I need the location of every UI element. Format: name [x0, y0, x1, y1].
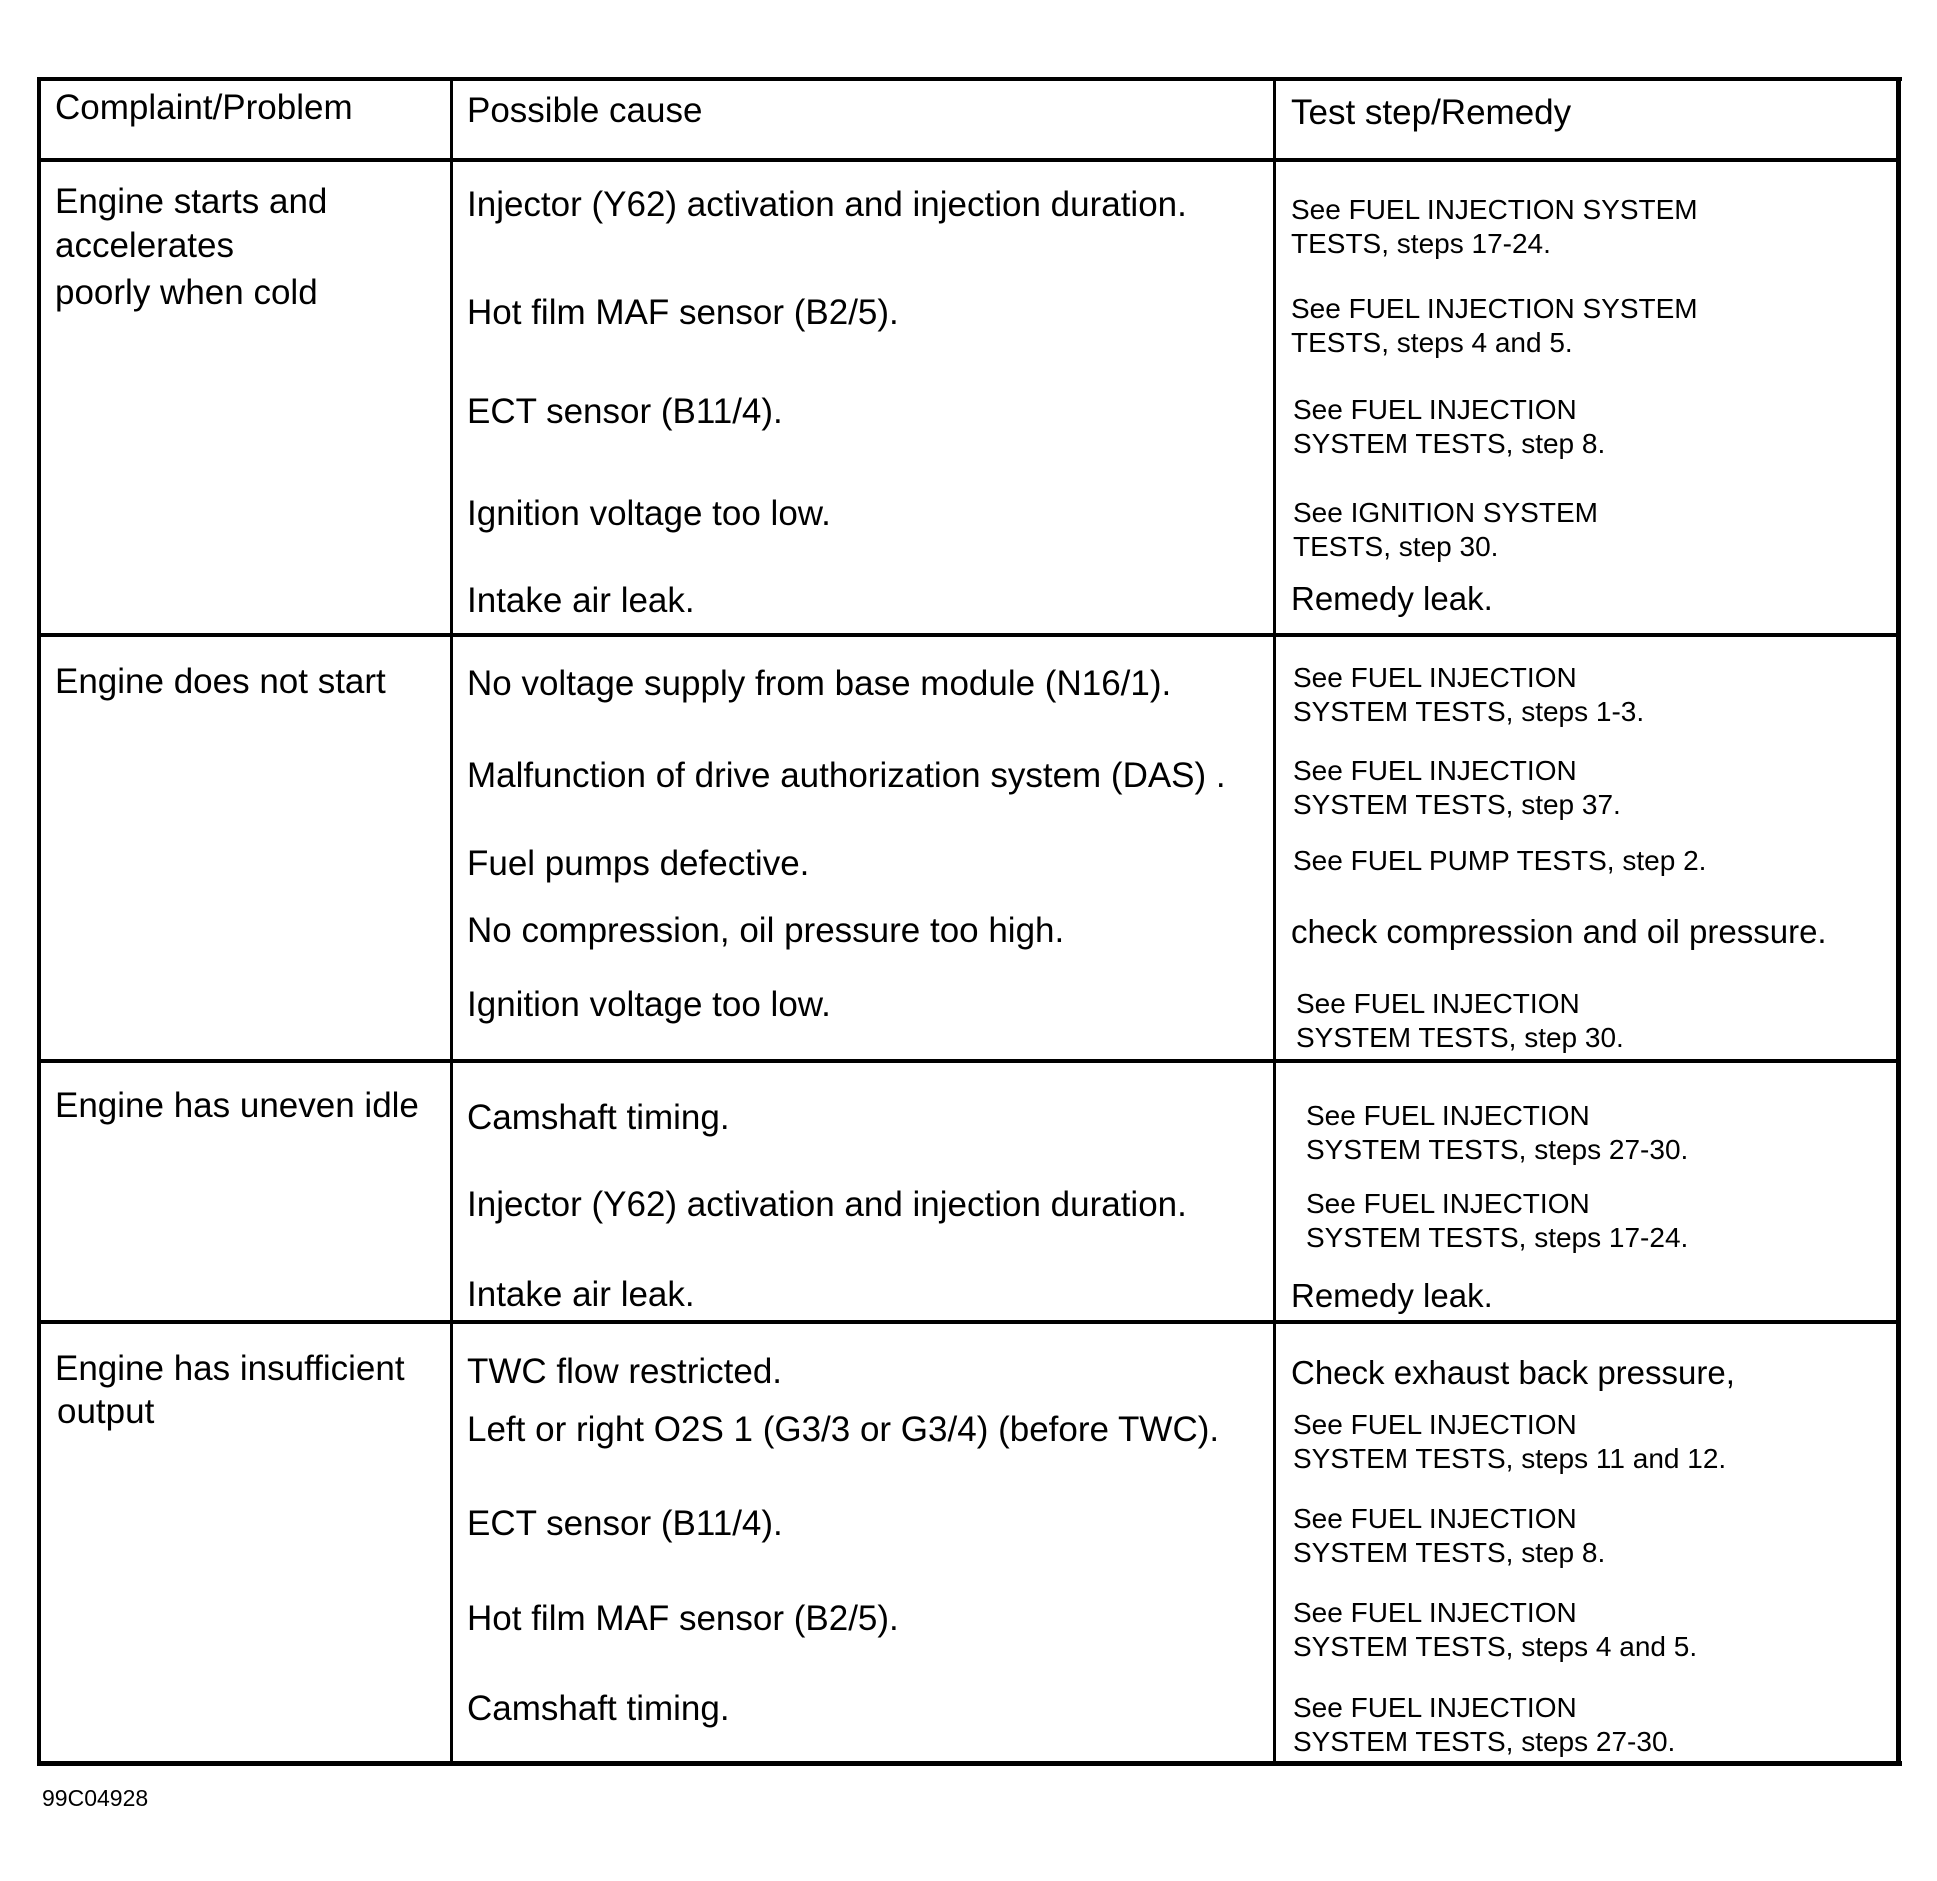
- remedy-line: SYSTEM TESTS, steps 4 and 5.: [1293, 1631, 1698, 1662]
- remedy-line: See FUEL INJECTION SYSTEM: [1291, 194, 1698, 225]
- remedy-line: SYSTEM TESTS, step 37.: [1293, 789, 1621, 820]
- cause-text: Camshaft timing.: [467, 1098, 730, 1137]
- cause-text: Fuel pumps defective.: [467, 844, 810, 883]
- remedy-line: See FUEL INJECTION: [1306, 1188, 1590, 1219]
- cause-text: ECT sensor (B11/4).: [467, 1504, 783, 1543]
- remedy-line: SYSTEM TESTS, steps 11 and 12.: [1293, 1443, 1727, 1474]
- cause-text: Injector (Y62) activation and injection duration.: [467, 1185, 1187, 1224]
- remedy-text: [1293, 1596, 1697, 1664]
- remedy-line: SYSTEM TESTS, steps 27-30.: [1293, 1726, 1676, 1757]
- cause-text: Ignition voltage too low.: [467, 494, 831, 533]
- header-divider: [40, 158, 1898, 162]
- figure-id: 99C04928: [42, 1785, 149, 1811]
- remedy-text: [1291, 193, 1698, 261]
- remedy-text: [1306, 1099, 1688, 1167]
- remedy-line: See FUEL INJECTION: [1293, 662, 1577, 693]
- remedy-text: [1306, 1187, 1688, 1255]
- remedy-line: SYSTEM TESTS, step 8.: [1293, 428, 1606, 459]
- header-cause: Possible cause: [467, 91, 703, 130]
- cause-text: Injector (Y62) activation and injection duration.: [467, 185, 1187, 224]
- remedy-line: See FUEL INJECTION: [1293, 1409, 1577, 1440]
- remedy-text: [1293, 754, 1621, 822]
- cause-text: Intake air leak.: [467, 581, 695, 620]
- header-complaint: Complaint/Problem: [55, 88, 353, 127]
- remedy-line: See FUEL INJECTION: [1293, 1597, 1577, 1628]
- remedy-text: [1291, 292, 1698, 360]
- complaint-text: Engine has insufficient: [55, 1349, 405, 1388]
- cause-text: Ignition voltage too low.: [467, 985, 831, 1024]
- remedy-line: See FUEL INJECTION: [1306, 1100, 1590, 1131]
- cause-text: No voltage supply from base module (N16/1).: [467, 664, 1172, 703]
- remedy-text: [1293, 393, 1605, 461]
- cause-text: TWC flow restricted.: [467, 1352, 783, 1391]
- remedy-line: See FUEL INJECTION: [1296, 988, 1580, 1019]
- remedy-line: See FUEL PUMP TESTS, step 2.: [1293, 845, 1707, 876]
- remedy-text: [1293, 844, 1706, 878]
- remedy-line: See FUEL INJECTION: [1293, 394, 1577, 425]
- remedy-line: See IGNITION SYSTEM: [1293, 497, 1598, 528]
- complaint-text: Engine starts and: [55, 182, 328, 221]
- remedy-line: SYSTEM TESTS, steps 17-24.: [1306, 1222, 1689, 1253]
- cause-text: No compression, oil pressure too high.: [467, 911, 1065, 950]
- remedy-text: Check exhaust back pressure,: [1291, 1354, 1735, 1391]
- cause-text: Hot film MAF sensor (B2/5).: [467, 1599, 899, 1638]
- complaint-text: poorly when cold: [55, 273, 318, 312]
- column-divider-1: [450, 77, 453, 1766]
- remedy-line: See FUEL INJECTION: [1293, 1503, 1577, 1534]
- remedy-line: SYSTEM TESTS, steps 1-3.: [1293, 696, 1645, 727]
- cause-text: Hot film MAF sensor (B2/5).: [467, 293, 899, 332]
- header-remedy: Test step/Remedy: [1291, 93, 1572, 132]
- remedy-line: TESTS, step 30.: [1293, 531, 1499, 562]
- remedy-text: check compression and oil pressure.: [1291, 913, 1827, 950]
- remedy-line: SYSTEM TESTS, steps 27-30.: [1306, 1134, 1689, 1165]
- remedy-text: [1293, 1502, 1605, 1570]
- cause-text: Left or right O2S 1 (G3/3 or G3/4) (before TWC).: [467, 1410, 1220, 1449]
- remedy-text: Remedy leak.: [1291, 1277, 1493, 1314]
- cause-text: ECT sensor (B11/4).: [467, 392, 783, 431]
- table-border-bottom: [37, 1761, 1902, 1766]
- row-divider-1: [40, 633, 1898, 637]
- remedy-line: TESTS, steps 4 and 5.: [1291, 327, 1573, 358]
- remedy-line: SYSTEM TESTS, step 30.: [1296, 1022, 1624, 1053]
- cause-text: Camshaft timing.: [467, 1689, 730, 1728]
- remedy-text: [1293, 496, 1598, 564]
- remedy-line: See FUEL INJECTION SYSTEM: [1291, 293, 1698, 324]
- remedy-line: See FUEL INJECTION: [1293, 1692, 1577, 1723]
- complaint-text: output: [57, 1392, 155, 1431]
- complaint-text: accelerates: [55, 226, 234, 265]
- remedy-line: See FUEL INJECTION: [1293, 755, 1577, 786]
- remedy-text: Remedy leak.: [1291, 580, 1493, 617]
- remedy-text: [1296, 987, 1624, 1055]
- row-divider-3: [40, 1320, 1898, 1324]
- remedy-line: SYSTEM TESTS, step 8.: [1293, 1537, 1606, 1568]
- remedy-text: [1293, 661, 1644, 729]
- cause-text: Intake air leak.: [467, 1275, 695, 1314]
- complaint-text: Engine does not start: [55, 662, 386, 701]
- cause-text: Malfunction of drive authorization system (DAS) .: [467, 756, 1226, 795]
- remedy-text: [1293, 1408, 1726, 1476]
- column-divider-2: [1273, 77, 1276, 1766]
- table-border-left: [37, 77, 41, 1766]
- remedy-line: TESTS, steps 17-24.: [1291, 228, 1551, 259]
- row-divider-2: [40, 1059, 1898, 1063]
- complaint-text: Engine has uneven idle: [55, 1086, 419, 1125]
- table-border-right: [1896, 77, 1901, 1766]
- table-border-top: [37, 77, 1902, 81]
- remedy-text: [1293, 1691, 1675, 1759]
